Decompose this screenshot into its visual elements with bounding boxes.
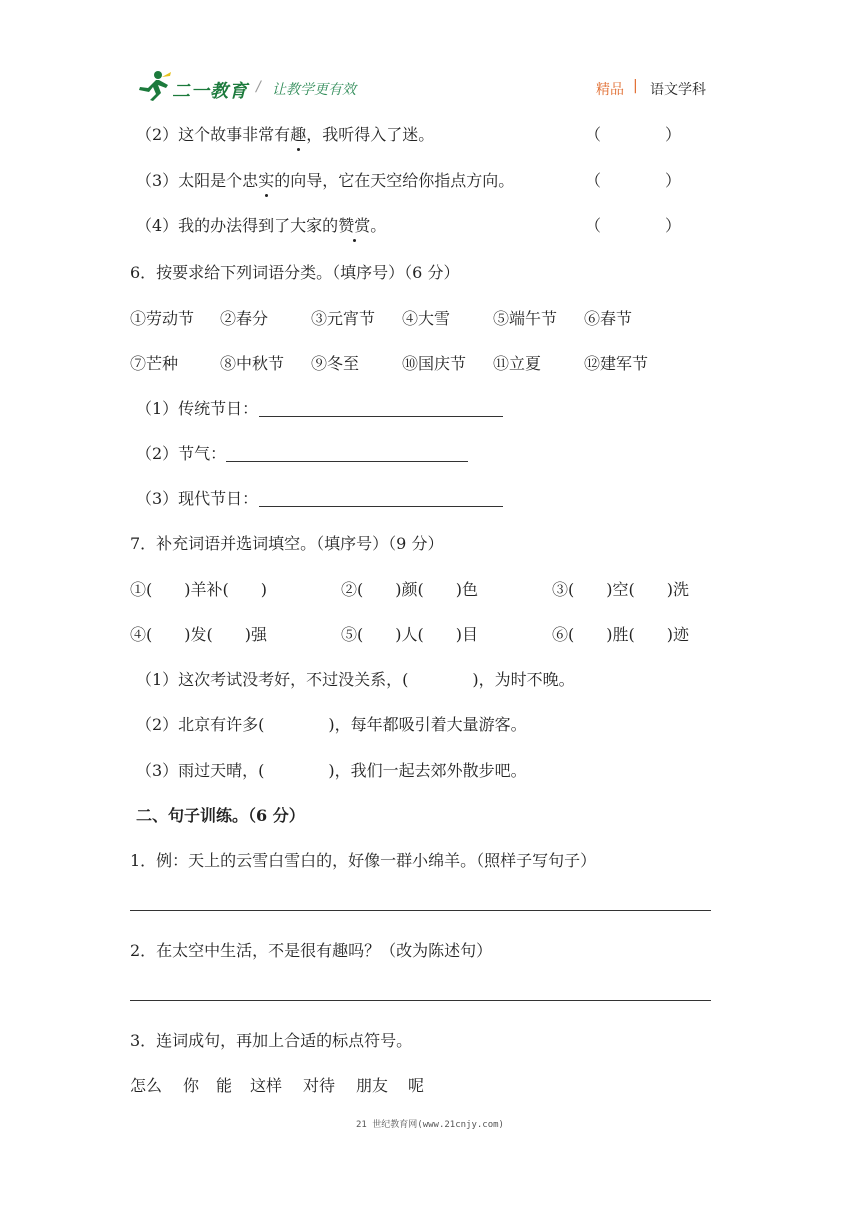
q5-item-text: ，我听得入了迷。 — [306, 125, 435, 144]
answer-paren[interactable]: （ ） — [585, 171, 682, 190]
header-tag: 精品 — [596, 82, 624, 98]
q5-item-text: 。 — [370, 216, 387, 235]
q6-blank-label: （2）节气： — [136, 444, 227, 463]
term-item: ⑦芒种 — [130, 354, 179, 373]
brand-name: 二一教育 — [172, 81, 248, 102]
answer-line[interactable] — [259, 416, 503, 417]
q6-blank-label: （1）传统节日： — [136, 399, 259, 418]
dotted-word: 趣 — [290, 125, 307, 144]
q6-blank-label: （3）现代节日： — [136, 489, 259, 508]
answer-line[interactable] — [226, 461, 468, 462]
term-item: ⑪立夏 — [493, 354, 542, 373]
q6-title: 6．按要求给下列词语分类。（填序号）（6 分） — [130, 263, 460, 282]
q5-item-2 — [136, 124, 434, 146]
scrambled-word: 呢 — [408, 1076, 425, 1095]
term-item: ①劳动节 — [130, 309, 195, 328]
q5-item-text: （2）这个故事非常有 — [136, 125, 291, 144]
term-item: ⑫建军节 — [584, 354, 649, 373]
scrambled-word: 怎么 — [130, 1076, 163, 1095]
answer-line[interactable] — [259, 506, 503, 507]
q5-item-text: 的向导，它在天空给你指点方向。 — [274, 171, 515, 190]
q5-item-text: （4）我的办法得到了大家的 — [136, 216, 339, 235]
q5-item-text: （3）太阳是个忠 — [136, 171, 259, 190]
running-figure-logo-icon — [136, 70, 172, 102]
q7-sentence: （3）雨过天晴，( )，我们一起去郊外散步吧。 — [136, 761, 527, 780]
term-item: ⑨冬至 — [311, 354, 360, 373]
dotted-word: 实 — [258, 171, 275, 190]
idiom-item: ④( )发( )强 — [130, 625, 267, 644]
idiom-item: ①( )羊补( ) — [130, 580, 267, 599]
term-item: ④大雪 — [402, 309, 451, 328]
answer-line[interactable] — [130, 1000, 711, 1001]
scrambled-word: 对待 — [303, 1076, 336, 1095]
answer-line[interactable] — [130, 910, 711, 911]
term-item: ②春分 — [220, 309, 269, 328]
header-subject: 语文学科 — [650, 82, 706, 98]
scrambled-word: 这样 — [250, 1076, 283, 1095]
dotted-word: 赞赏 — [338, 216, 371, 235]
page-footer: 21 世纪教育网(www.21cnjy.com) — [356, 1120, 504, 1130]
answer-paren[interactable]: （ ） — [585, 216, 682, 235]
term-item: ③元宵节 — [311, 309, 376, 328]
q7-title: 7．补充词语并选词填空。（填序号）（9 分） — [130, 534, 444, 553]
q5-item-4 — [136, 215, 386, 237]
idiom-item: ②( )颜( )色 — [341, 580, 478, 599]
s2-q1: 1．例：天上的云雪白雪白的，好像一群小绵羊。（照样子写句子） — [130, 851, 597, 870]
header-slash: / — [256, 79, 261, 95]
q5-item-3 — [136, 170, 514, 192]
term-item: ⑥春节 — [584, 309, 633, 328]
header-separator: | — [633, 78, 638, 94]
q7-sentence: （1）这次考试没考好，不过没关系，( )，为时不晚。 — [136, 670, 575, 689]
scrambled-word: 你 — [183, 1076, 200, 1095]
q7-sentence: （2）北京有许多( )，每年都吸引着大量游客。 — [136, 715, 527, 734]
answer-paren[interactable]: （ ） — [585, 125, 682, 144]
s2-q3: 3．连词成句，再加上合适的标点符号。 — [130, 1031, 413, 1050]
idiom-item: ③( )空( )洗 — [552, 580, 689, 599]
term-item: ⑧中秋节 — [220, 354, 285, 373]
term-item: ⑤端午节 — [493, 309, 558, 328]
scrambled-word: 朋友 — [356, 1076, 389, 1095]
scrambled-word: 能 — [216, 1076, 233, 1095]
idiom-item: ⑤( )人( )目 — [341, 625, 478, 644]
brand-slogan: 让教学更有效 — [272, 82, 356, 98]
s2-q2: 2．在太空中生活，不是很有趣吗？（改为陈述句） — [130, 941, 493, 960]
section-2-title: 二、句子训练。（6 分） — [136, 806, 305, 825]
idiom-item: ⑥( )胜( )迹 — [552, 625, 689, 644]
term-item: ⑩国庆节 — [402, 354, 467, 373]
